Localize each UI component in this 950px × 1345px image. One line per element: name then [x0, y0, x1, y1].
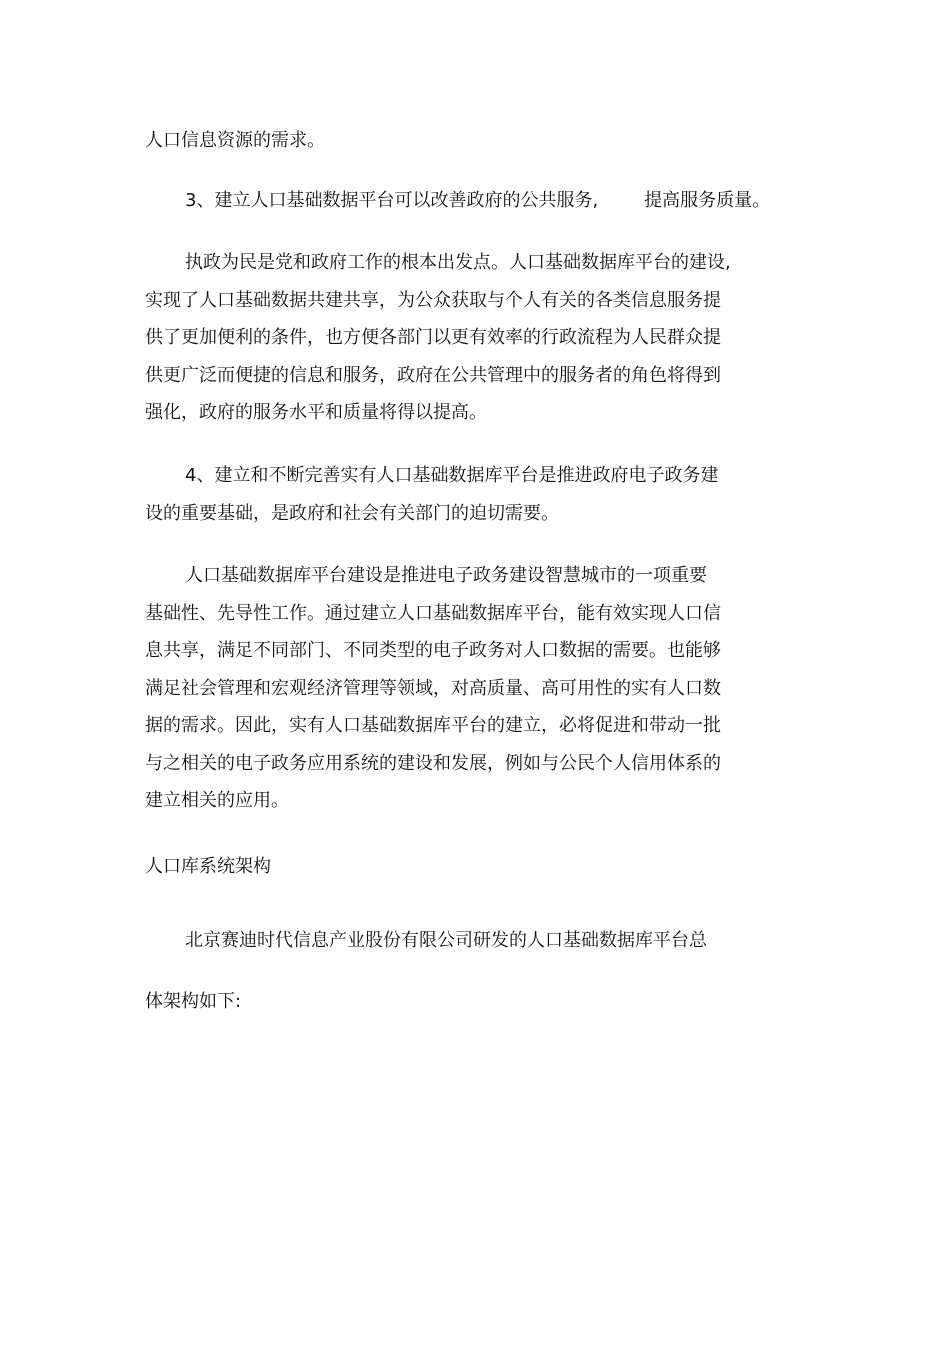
text-line: 供更广泛而便捷的信息和服务，政府在公共管理中的服务者的角色将得到	[145, 364, 721, 386]
text-line: 北京赛迪时代信息产业股份有限公司研发的人口基础数据库平台总	[185, 930, 707, 951]
point-3-text-end: 提高服务质量。	[644, 190, 771, 211]
heading-text: 人口库系统架构	[145, 856, 271, 877]
text-line: 建立相关的应用。	[145, 790, 289, 811]
section-heading	[145, 848, 785, 886]
text-line: 供了更加便利的条件，也方便各部门以更有效率的行政流程为人民群众提	[145, 327, 721, 348]
paragraph-point-4	[145, 457, 785, 532]
text-line: 实现了人口基础数据共建共享，为公众获取与个人有关的各类信息服务提	[145, 289, 721, 311]
text-line: 体架构如下:	[145, 991, 242, 1012]
paragraph-platform-construction	[145, 557, 785, 820]
paragraph-governance	[145, 244, 785, 432]
text-line: 满足社会管理和宏观经济管理等领域，对高质量、高可用性的实有人口数	[145, 677, 721, 699]
text-line: 据的需求。因此，实有人口基础数据库平台的建立，必将促进和带动一批	[145, 715, 721, 736]
text-line: 执政为民是党和政府工作的根本出发点。人口基础数据库平台的建设,	[185, 252, 731, 273]
text-line: 与之相关的电子政务应用系统的建设和发展，例如与公民个人信用体系的	[145, 752, 721, 774]
paragraph-architecture-intro	[145, 922, 785, 960]
paragraph-continuation	[145, 122, 785, 160]
text-line: 人口信息资源的需求。	[145, 130, 325, 151]
text-line: 息共享，满足不同部门、不同类型的电子政务对人口数据的需要。也能够	[145, 640, 721, 661]
point-3-text: 3、建立人口基础数据平台可以改善政府的公共服务,	[185, 190, 599, 211]
text-line: 基础性、先导性工作。通过建立人口基础数据库平台，能有效实现人口信	[145, 602, 721, 624]
paragraph-architecture-intro-end	[145, 983, 785, 1021]
text-line	[145, 182, 785, 220]
text-line: 人口基础数据库平台建设是推进电子政务建设智慧城市的一项重要	[185, 565, 707, 586]
text-line: 4、建立和不断完善实有人口基础数据库平台是推进政府电子政务建	[185, 465, 719, 486]
text-line: 设的重要基础，是政府和社会有关部门的迫切需要。	[145, 502, 559, 524]
paragraph-point-3	[145, 182, 785, 220]
text-line: 强化，政府的服务水平和质量将得以提高。	[145, 402, 487, 423]
